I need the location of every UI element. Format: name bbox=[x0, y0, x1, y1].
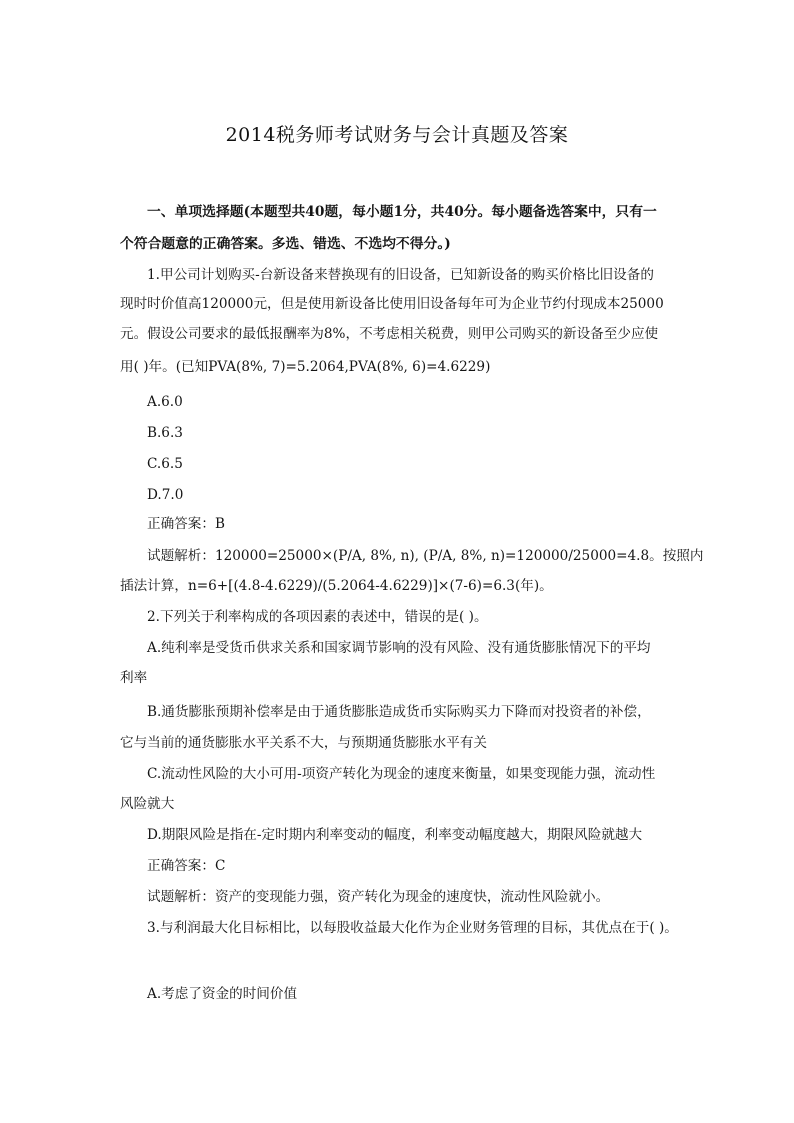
question-1-stem: 1.甲公司计划购买-台新设备来替换现有的旧设备，已知新设备的购买价格比旧设备的 bbox=[147, 267, 654, 283]
question-1-option-c: C.6.5 bbox=[147, 456, 183, 472]
page-title: 2014税务师考试财务与会计真题及答案 bbox=[225, 124, 569, 146]
question-3-option-a: A.考虑了资金的时间价值 bbox=[147, 986, 298, 1002]
section-header: 一、单项选择题(本题型共40题，每小题1分，共40分。每小题备选答案中，只有一 bbox=[147, 204, 657, 220]
question-2-analysis: 试题解析：资产的变现能力强，资产转化为现金的速度快，流动性风险就小。 bbox=[147, 889, 610, 905]
question-1-stem-line4: 用( )年。(已知PVA(8%, 7)=5.2064,PVA(8%, 6)=4.6229) bbox=[120, 359, 491, 375]
question-1-analysis: 试题解析：120000=25000×(P/A, 8%, n), (P/A, 8%, n)=120000/25000=4.8。按照内 bbox=[147, 548, 704, 564]
question-2-option-c: C.流动性风险的大小可用-项资产转化为现金的速度来衡量，如果变现能力强，流动性 bbox=[147, 766, 656, 782]
question-1-answer: 正确答案：B bbox=[147, 516, 225, 532]
question-2-option-d: D.期限风险是指在-定时期内利率变动的幅度，利率变动幅度越大，期限风险就越大 bbox=[147, 827, 643, 843]
question-2-option-c-line2: 风险就大 bbox=[120, 796, 175, 812]
question-2-stem: 2.下列关于利率构成的各项因素的表述中，错误的是( )。 bbox=[147, 609, 488, 625]
section-header-continued: 个符合题意的正确答案。多选、错选、不选均不得分。) bbox=[120, 236, 451, 252]
question-1-option-d: D.7.0 bbox=[147, 487, 184, 503]
question-1-stem-line3: 元。假设公司要求的最低报酬率为8%，不考虑相关税费，则甲公司购买的新设备至少应使 bbox=[120, 326, 659, 342]
question-2-answer: 正确答案：C bbox=[147, 858, 226, 874]
question-1-option-b: B.6.3 bbox=[147, 425, 183, 441]
question-2-option-a: A.纯利率是受货币供求关系和国家调节影响的没有风险、没有通货膨胀情况下的平均 bbox=[147, 640, 651, 656]
question-2-option-b-line2: 它与当前的通货膨胀水平关系不大，与预期通货膨胀水平有关 bbox=[120, 735, 488, 751]
question-1-stem-line2: 现时时价值高120000元，但是使用新设备比使用旧设备每年可为企业节约付现成本25000 bbox=[120, 296, 664, 312]
question-3-stem: 3.与利润最大化目标相比，以每股收益最大化作为企业财务管理的目标，其优点在于( )。 bbox=[147, 920, 678, 936]
question-1-analysis-line2: 插法计算，n=6+[(4.8-4.6229)/(5.2064-4.6229)]×(7-6)=6.3(年)。 bbox=[120, 578, 553, 594]
question-2-option-a-line2: 利率 bbox=[120, 670, 148, 686]
question-1-option-a: A.6.0 bbox=[147, 394, 183, 410]
question-2-option-b: B.通货膨胀预期补偿率是由于通货膨胀造成货币实际购买力下降而对投资者的补偿， bbox=[147, 704, 651, 720]
